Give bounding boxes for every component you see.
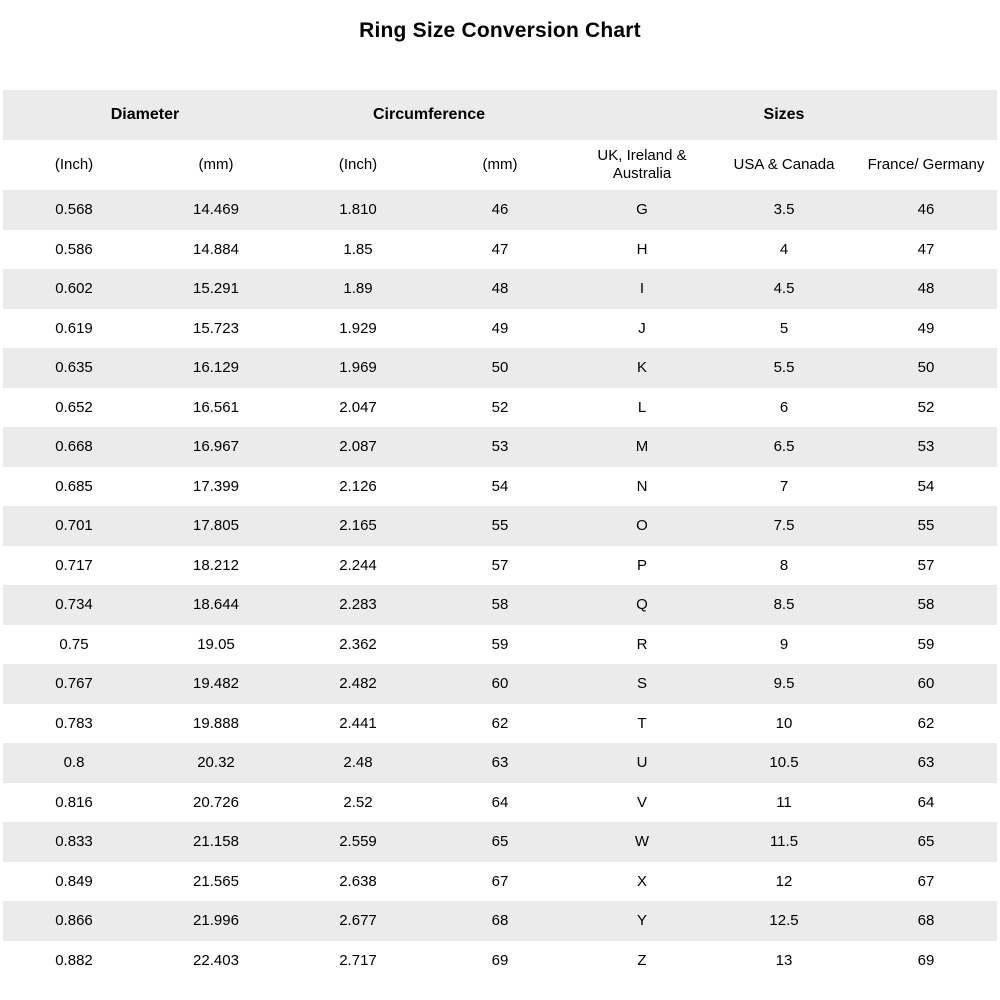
table-row bbox=[3, 348, 997, 388]
column-header-france-germany: France/ Germany bbox=[867, 156, 985, 173]
table-cell: 50 bbox=[917, 359, 935, 377]
table-cell: 46 bbox=[917, 201, 935, 219]
table-cell: 0.833 bbox=[55, 833, 93, 851]
table-cell: 57 bbox=[917, 556, 935, 574]
table-body bbox=[3, 190, 997, 980]
table-cell: 13 bbox=[775, 951, 793, 969]
column-header-circumference-mm: (mm) bbox=[482, 156, 518, 173]
table-cell: 16.967 bbox=[193, 438, 239, 456]
table-cell: 2.047 bbox=[339, 398, 377, 416]
table-cell: 2.482 bbox=[339, 675, 377, 693]
table-cell: 14.469 bbox=[193, 201, 239, 219]
table-cell: 8.5 bbox=[773, 596, 795, 614]
table-cell: 0.685 bbox=[55, 477, 93, 495]
table-cell: 1.89 bbox=[343, 280, 373, 298]
table-cell: 52 bbox=[491, 398, 509, 416]
table-cell: 53 bbox=[917, 438, 935, 456]
table-cell: 3.5 bbox=[773, 201, 795, 219]
table-row bbox=[3, 230, 997, 270]
table-cell: 19.482 bbox=[193, 675, 239, 693]
table-cell: 1.85 bbox=[343, 240, 373, 258]
table-cell: 8 bbox=[779, 556, 789, 574]
table-cell: 2.677 bbox=[339, 912, 377, 930]
table-cell: 10 bbox=[775, 714, 793, 732]
table-cell: 16.561 bbox=[193, 398, 239, 416]
table-cell: 2.165 bbox=[339, 517, 377, 535]
column-group-circumference: Circumference bbox=[372, 106, 486, 123]
table-cell: 49 bbox=[917, 319, 935, 337]
table-cell: 12.5 bbox=[769, 912, 799, 930]
table-cell: G bbox=[636, 201, 648, 219]
table-row bbox=[3, 309, 997, 349]
table-cell: O bbox=[636, 517, 648, 535]
table-cell: 4 bbox=[779, 240, 789, 258]
column-group-diameter: Diameter bbox=[110, 106, 180, 123]
table-cell: 57 bbox=[491, 556, 509, 574]
table-row bbox=[3, 783, 997, 823]
table-cell: 55 bbox=[491, 517, 509, 535]
table-cell: 47 bbox=[917, 240, 935, 258]
table-cell: 55 bbox=[917, 517, 935, 535]
table-cell: 0.635 bbox=[55, 359, 93, 377]
table-cell: 21.158 bbox=[193, 833, 239, 851]
table-row bbox=[3, 427, 997, 467]
table-row bbox=[3, 269, 997, 309]
table-row bbox=[3, 704, 997, 744]
table-cell: M bbox=[635, 438, 649, 456]
table-header bbox=[3, 90, 997, 190]
table-cell: 46 bbox=[491, 201, 509, 219]
table-cell: 58 bbox=[917, 596, 935, 614]
table-cell: 69 bbox=[917, 951, 935, 969]
table-cell: 15.291 bbox=[193, 280, 239, 298]
table-cell: 60 bbox=[917, 675, 935, 693]
table-cell: 2.087 bbox=[339, 438, 377, 456]
table-row bbox=[3, 664, 997, 704]
table-cell: 2.717 bbox=[339, 951, 377, 969]
table-cell: 11 bbox=[776, 793, 792, 811]
table-cell: 58 bbox=[491, 596, 509, 614]
table-cell: 2.48 bbox=[343, 754, 373, 772]
table-cell: I bbox=[639, 280, 645, 298]
table-cell: N bbox=[636, 477, 648, 495]
table-cell: 1.810 bbox=[339, 201, 377, 219]
table-cell: 21.565 bbox=[193, 872, 239, 890]
table-row bbox=[3, 901, 997, 941]
table-cell: 0.734 bbox=[55, 596, 93, 614]
table-cell: 20.32 bbox=[197, 754, 235, 772]
table-cell: 65 bbox=[917, 833, 935, 851]
table-cell: 17.805 bbox=[193, 517, 239, 535]
column-header-usa-canada: USA & Canada bbox=[733, 156, 835, 173]
table-cell: 67 bbox=[491, 872, 509, 890]
table-cell: 0.717 bbox=[55, 556, 93, 574]
table-cell: 7.5 bbox=[773, 517, 795, 535]
table-cell: 0.816 bbox=[55, 793, 93, 811]
table-cell: 2.638 bbox=[339, 872, 377, 890]
table-cell: 11.5 bbox=[769, 833, 799, 851]
ring-size-conversion-table bbox=[3, 90, 997, 980]
table-cell: 6 bbox=[779, 398, 789, 416]
table-cell: 7 bbox=[779, 477, 789, 495]
table-cell: 63 bbox=[491, 754, 509, 772]
column-header-circumference-inch: (Inch) bbox=[338, 156, 378, 173]
table-cell: 9 bbox=[779, 635, 789, 653]
table-cell: 59 bbox=[917, 635, 935, 653]
table-cell: 0.783 bbox=[55, 714, 93, 732]
table-cell: 68 bbox=[491, 912, 509, 930]
table-cell: P bbox=[636, 556, 647, 574]
table-cell: 0.75 bbox=[59, 635, 89, 653]
table-cell: 1.929 bbox=[339, 319, 377, 337]
table-cell: 1.969 bbox=[339, 359, 377, 377]
table-cell: U bbox=[636, 754, 648, 772]
table-cell: 64 bbox=[917, 793, 935, 811]
table-cell: 5 bbox=[779, 319, 789, 337]
table-cell: 4.5 bbox=[773, 280, 795, 298]
table-row bbox=[3, 388, 997, 428]
table-cell: 19.05 bbox=[197, 635, 235, 653]
column-group-sizes: Sizes bbox=[763, 106, 805, 123]
table-cell: Y bbox=[636, 912, 647, 930]
table-cell: 2.559 bbox=[339, 833, 377, 851]
column-header-diameter-mm: (mm) bbox=[198, 156, 234, 173]
table-cell: 2.362 bbox=[339, 635, 377, 653]
table-cell: X bbox=[636, 872, 647, 890]
table-cell: 0.652 bbox=[55, 398, 93, 416]
page-title: Ring Size Conversion Chart bbox=[359, 19, 641, 42]
table-cell: 20.726 bbox=[193, 793, 239, 811]
table-row bbox=[3, 941, 997, 981]
table-header-group-row bbox=[3, 90, 997, 140]
table-cell: K bbox=[636, 359, 647, 377]
table-row bbox=[3, 822, 997, 862]
table-row bbox=[3, 862, 997, 902]
table-cell: Z bbox=[637, 951, 647, 969]
table-cell: 62 bbox=[491, 714, 509, 732]
table-cell: W bbox=[634, 833, 650, 851]
table-cell: V bbox=[636, 793, 647, 811]
column-header-uk-ireland-australia: UK, Ireland & Australia bbox=[597, 147, 687, 182]
table-row bbox=[3, 506, 997, 546]
table-cell: 12 bbox=[775, 872, 793, 890]
table-cell: 2.283 bbox=[339, 596, 377, 614]
table-cell: 0.568 bbox=[55, 201, 93, 219]
table-cell: 22.403 bbox=[193, 951, 239, 969]
table-cell: 19.888 bbox=[193, 714, 239, 732]
table-cell: 15.723 bbox=[193, 319, 239, 337]
table-cell: 2.126 bbox=[339, 477, 377, 495]
table-cell: 14.884 bbox=[193, 240, 239, 258]
table-cell: T bbox=[637, 714, 647, 732]
table-cell: 0.882 bbox=[55, 951, 93, 969]
table-cell: 53 bbox=[491, 438, 509, 456]
table-cell: Q bbox=[636, 596, 648, 614]
table-cell: 47 bbox=[491, 240, 509, 258]
table-cell: 67 bbox=[917, 872, 935, 890]
table-cell: 60 bbox=[491, 675, 509, 693]
table-row bbox=[3, 625, 997, 665]
table-cell: 17.399 bbox=[193, 477, 239, 495]
table-cell: 0.602 bbox=[55, 280, 93, 298]
table-cell: L bbox=[637, 398, 647, 416]
table-cell: 0.701 bbox=[55, 517, 93, 535]
table-cell: 50 bbox=[491, 359, 509, 377]
table-cell: S bbox=[636, 675, 647, 693]
table-cell: 2.244 bbox=[339, 556, 377, 574]
column-header-diameter-inch: (Inch) bbox=[54, 156, 94, 173]
table-cell: 0.8 bbox=[63, 754, 85, 772]
table-cell: 48 bbox=[491, 280, 509, 298]
table-cell: 6.5 bbox=[773, 438, 795, 456]
table-cell: 62 bbox=[917, 714, 935, 732]
table-cell: J bbox=[638, 319, 646, 337]
table-cell: 2.52 bbox=[343, 793, 373, 811]
table-cell: 54 bbox=[917, 477, 935, 495]
table-cell: 18.212 bbox=[193, 556, 239, 574]
table-cell: 2.441 bbox=[339, 714, 377, 732]
table-cell: H bbox=[636, 240, 648, 258]
table-cell: 48 bbox=[917, 280, 935, 298]
table-cell: 0.767 bbox=[55, 675, 93, 693]
table-cell: 52 bbox=[917, 398, 935, 416]
table-cell: 21.996 bbox=[193, 912, 239, 930]
table-cell: 64 bbox=[491, 793, 509, 811]
table-cell: 0.668 bbox=[55, 438, 93, 456]
table-cell: 0.619 bbox=[55, 319, 93, 337]
table-cell: 5.5 bbox=[773, 359, 795, 377]
table-cell: 49 bbox=[491, 319, 509, 337]
table-header-sub-row bbox=[3, 140, 997, 190]
table-cell: 10.5 bbox=[769, 754, 799, 772]
table-row bbox=[3, 585, 997, 625]
table-cell: 54 bbox=[491, 477, 509, 495]
table-cell: R bbox=[636, 635, 648, 653]
table-row bbox=[3, 743, 997, 783]
table-row bbox=[3, 467, 997, 507]
table-cell: 9.5 bbox=[773, 675, 795, 693]
table-cell: 65 bbox=[491, 833, 509, 851]
table-row bbox=[3, 190, 997, 230]
table-cell: 0.849 bbox=[55, 872, 93, 890]
table-cell: 69 bbox=[491, 951, 509, 969]
table-cell: 18.644 bbox=[193, 596, 239, 614]
table-cell: 59 bbox=[491, 635, 509, 653]
table-cell: 16.129 bbox=[193, 359, 239, 377]
table-cell: 0.586 bbox=[55, 240, 93, 258]
table-cell: 68 bbox=[917, 912, 935, 930]
table-cell: 63 bbox=[917, 754, 935, 772]
table-cell: 0.866 bbox=[55, 912, 93, 930]
table-row bbox=[3, 546, 997, 586]
